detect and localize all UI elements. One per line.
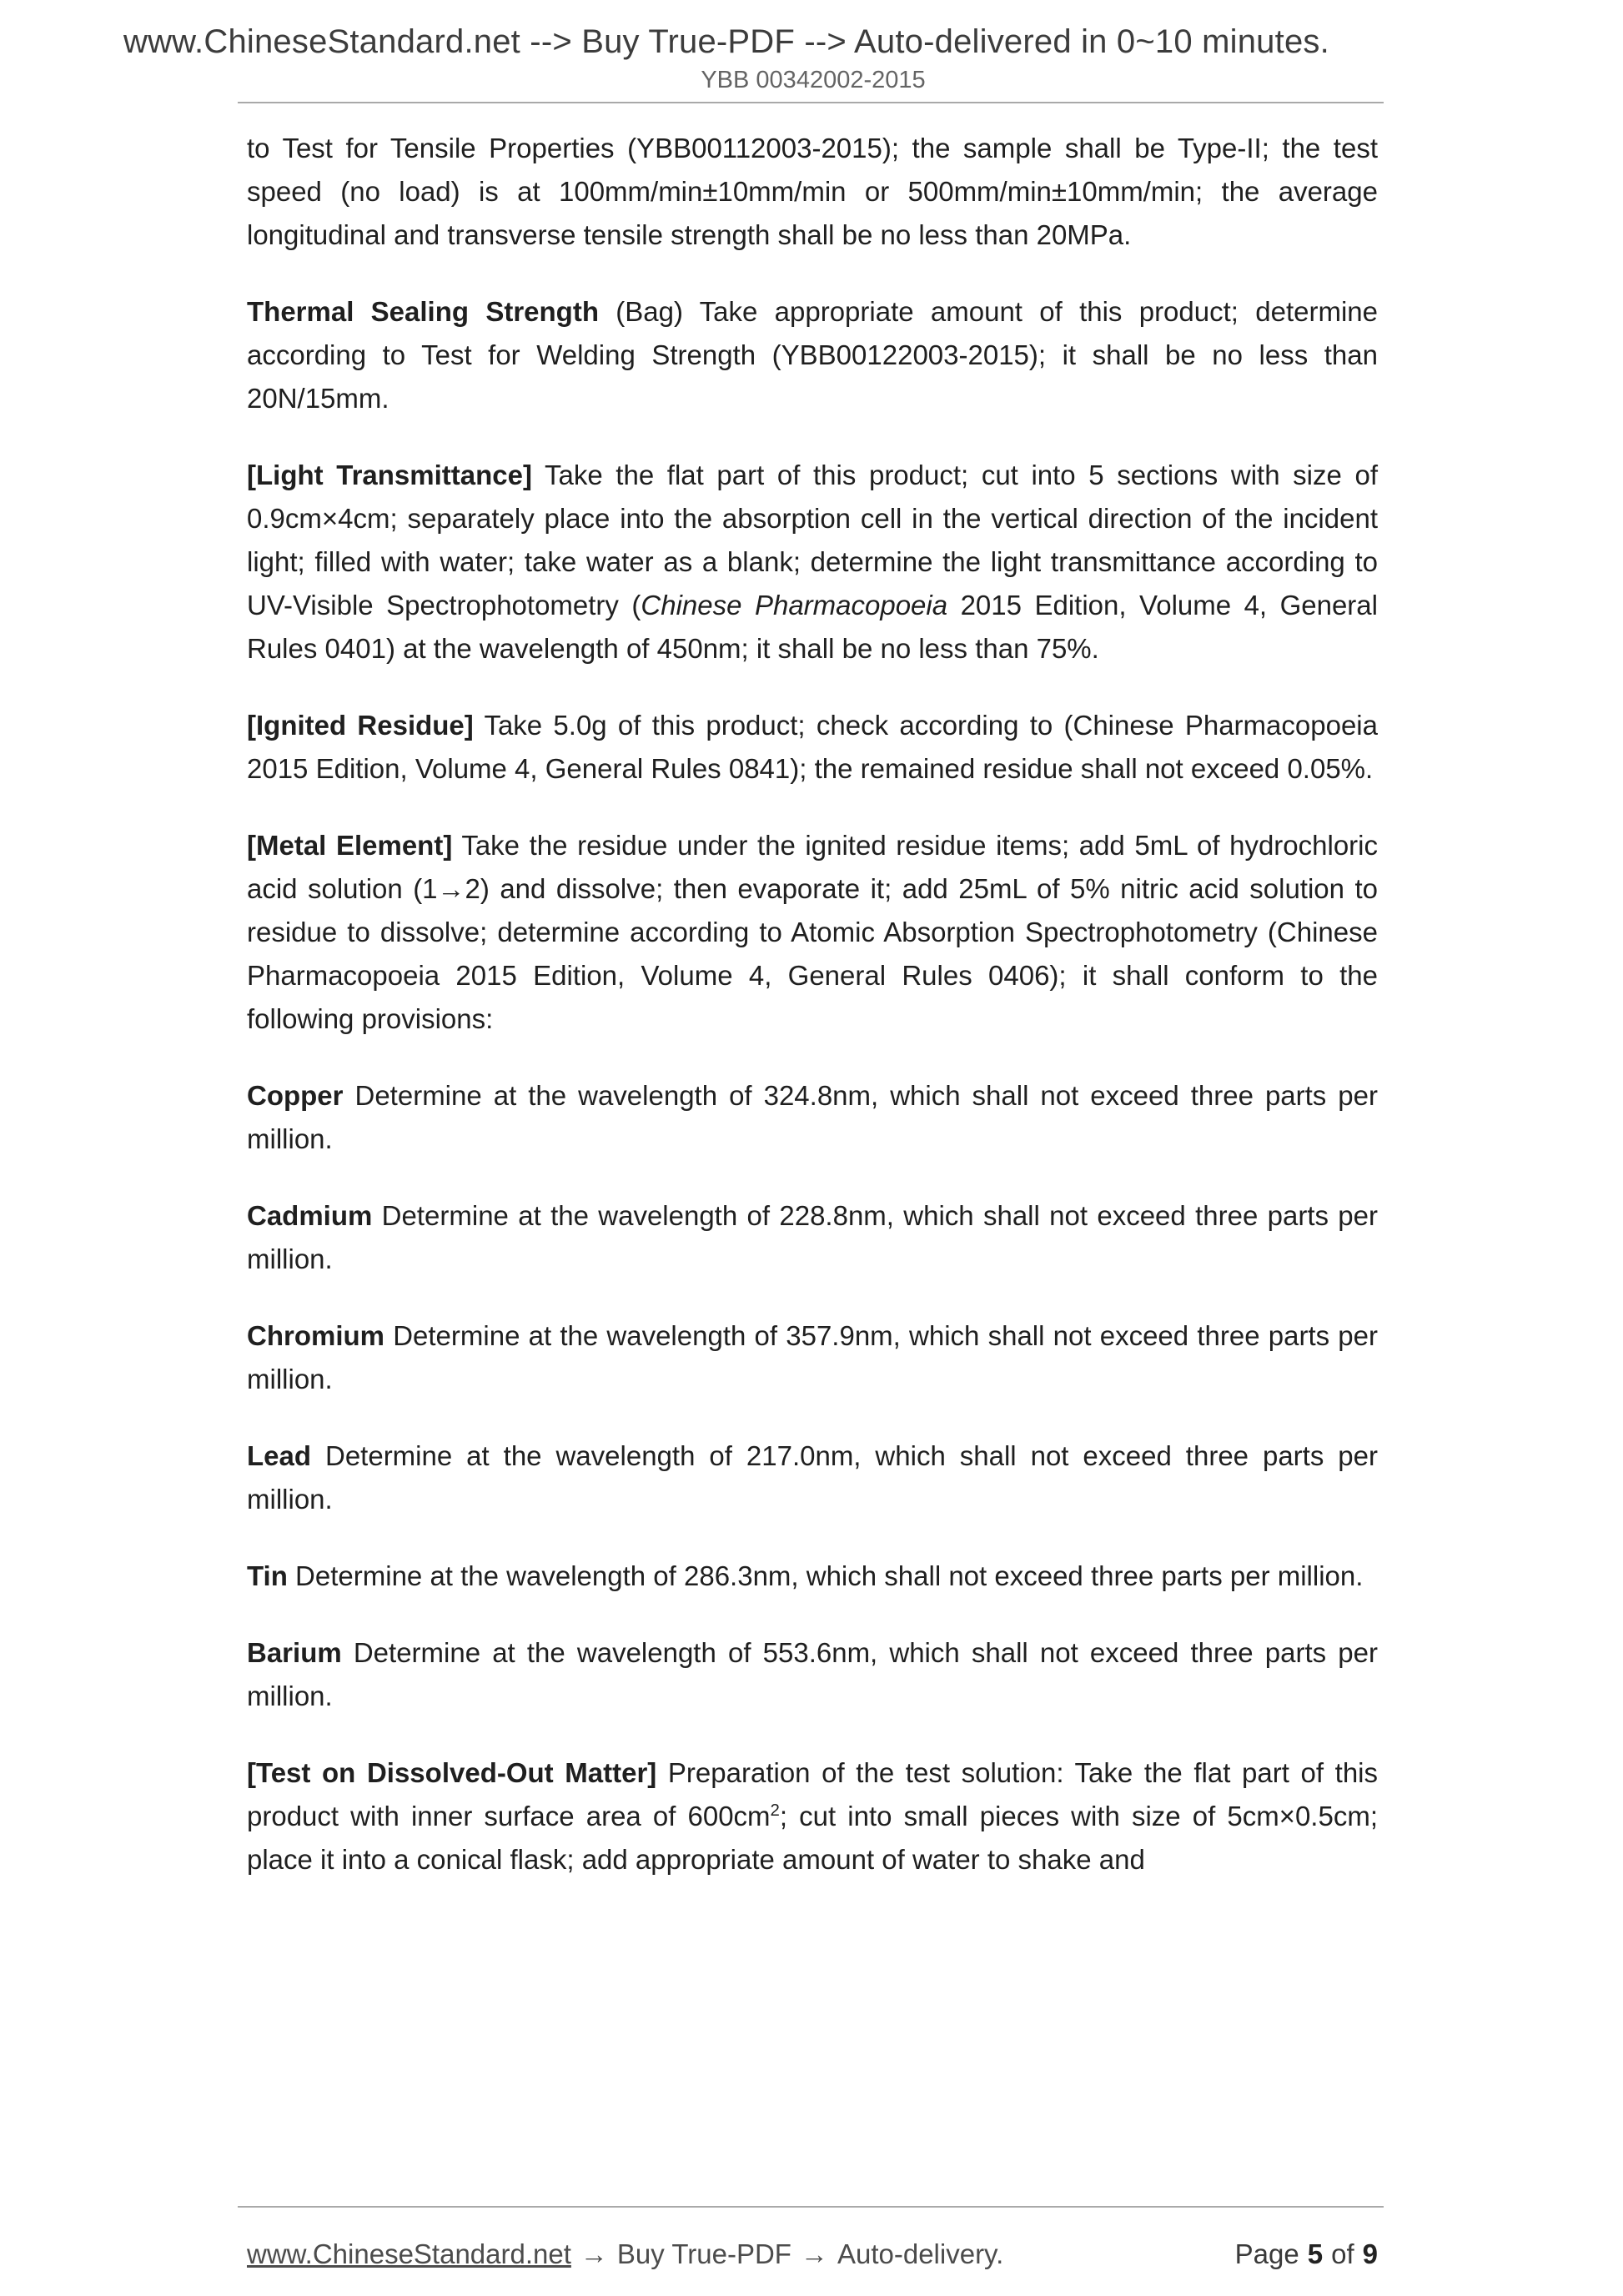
doc-number: YBB 00342002-2015 (701, 67, 926, 93)
paragraph (247, 1631, 1378, 1718)
footer-rule (238, 2206, 1384, 2208)
footer-of-label: of (1331, 2238, 1354, 2269)
paragraph-lead: Chromium (247, 1320, 384, 1351)
header-rule (238, 102, 1384, 103)
paragraph (247, 1434, 1378, 1521)
paragraph (247, 1314, 1378, 1401)
paragraph-lead: Tin (247, 1560, 288, 1591)
paragraph-text: Determine at the wavelength of 553.6nm, which shall not exceed three parts per million. (247, 1637, 1378, 1711)
paragraph (247, 1555, 1378, 1598)
paragraph (247, 704, 1378, 791)
paragraph-text: Determine at the wavelength of 217.0nm, which shall not exceed three parts per million. (247, 1440, 1378, 1515)
paragraph-text: Determine at the wavelength of 286.3nm, which shall not exceed three parts per million. (287, 1560, 1364, 1591)
paragraph-lead: [Metal Element] (247, 830, 453, 861)
paragraph (247, 1751, 1378, 1882)
paragraph-text: ; cut into small pieces with size of 5cm×0.5cm; place it into a conical flask; add appropriate amount of water to shake and (247, 1801, 1378, 1875)
footer-left (247, 2238, 1003, 2270)
header-banner: www.ChineseStandard.net --> Buy True-PDF --> Auto-delivered in 0~10 minutes. (123, 23, 1329, 60)
superscript: 2 (770, 1801, 780, 1820)
footer-page-current: 5 (1307, 2238, 1324, 2269)
paragraph-text: Determine at the wavelength of 324.8nm, which shall not exceed three parts per million. (247, 1080, 1378, 1154)
paragraph-lead: Lead (247, 1440, 312, 1471)
footer (247, 2238, 1378, 2270)
paragraph-lead: [Test on Dissolved-Out Matter] (247, 1757, 657, 1788)
paragraph (247, 824, 1378, 1041)
footer-page-total: 9 (1362, 2238, 1378, 2269)
paragraph-lead: Cadmium (247, 1200, 373, 1231)
footer-buy-text: Buy True-PDF (616, 2238, 791, 2269)
paragraph (247, 1074, 1378, 1161)
paragraph (247, 454, 1378, 671)
paragraph-text: to Test for Tensile Properties (YBB00112003-2015); the sample shall be Type-II; the test speed (no load) is at 100mm/min±10mm/min or 500mm/min±10mm/min; the average longitudinal and transverse tensile strength shall be no less than 20MPa. (247, 133, 1378, 250)
paragraph-text: Chinese Pharmacopoeia (641, 590, 948, 620)
paragraph-lead: Barium (247, 1637, 342, 1668)
paragraph-text: (Bag) Take appropriate amount of this product; determine according to Test for Welding Strength (YBB00122003-2015); it shall be no less than 20N/15mm. (247, 296, 1378, 414)
paragraph-lead: Thermal Sealing Strength (247, 296, 599, 327)
paragraph-text: Take the flat part of this product; cut into 5 sections with size of 0.9cm×4cm; separately place into the absorption cell in the vertical direction of the incident light; filled with water; take water as a blank; determine the light transmittance according to UV-Visible Spectrophotometry ( (247, 460, 1378, 620)
arrow-right-icon-1: → (580, 2238, 608, 2269)
paragraph-lead: [Light Transmittance] (247, 460, 532, 490)
paragraph-text: 2015 Edition, Volume 4, General Rules 0401) at the wavelength of 450nm; it shall be no less than 75%. (247, 590, 1378, 664)
paragraph-text: Determine at the wavelength of 228.8nm, which shall not exceed three parts per million. (247, 1200, 1378, 1274)
paragraph-text: Take the residue under the ignited residue items; add 5mL of hydrochloric acid solution (1→2) and dissolve; then evaporate it; add 25mL of 5% nitric acid solution to residue to dissolve; determine according to Atomic Absorption Spectrophotometry (Chinese Pharmacopoeia 2015 Edition, Volume 4, General Rules 0406); it shall conform to the following provisions: (247, 830, 1378, 1034)
footer-page-label: Page (1234, 2238, 1299, 2269)
paragraph (247, 1194, 1378, 1281)
paragraph-lead: Copper (247, 1080, 344, 1111)
footer-page-indicator (1235, 2238, 1378, 2270)
footer-site-link[interactable]: www.ChineseStandard.net (247, 2238, 571, 2269)
paragraph-lead: [Ignited Residue] (247, 710, 474, 741)
paragraph (247, 127, 1378, 257)
paragraph-text: Take 5.0g of this product; check according to (Chinese Pharmacopoeia 2015 Edition, Volume 4, General Rules 0841); the remained residue shall not exceed 0.05%. (247, 710, 1378, 784)
footer-delivery-text: Auto-delivery. (837, 2238, 1004, 2269)
paragraph-text: Preparation of the test solution: Take the flat part of this product with inner surface area of 600cm (247, 1757, 1379, 1831)
arrow-right-icon-2: → (800, 2238, 828, 2269)
document-body (247, 127, 1378, 1882)
paragraph-text: Determine at the wavelength of 357.9nm, which shall not exceed three parts per million. (247, 1320, 1378, 1394)
paragraph (247, 290, 1378, 420)
